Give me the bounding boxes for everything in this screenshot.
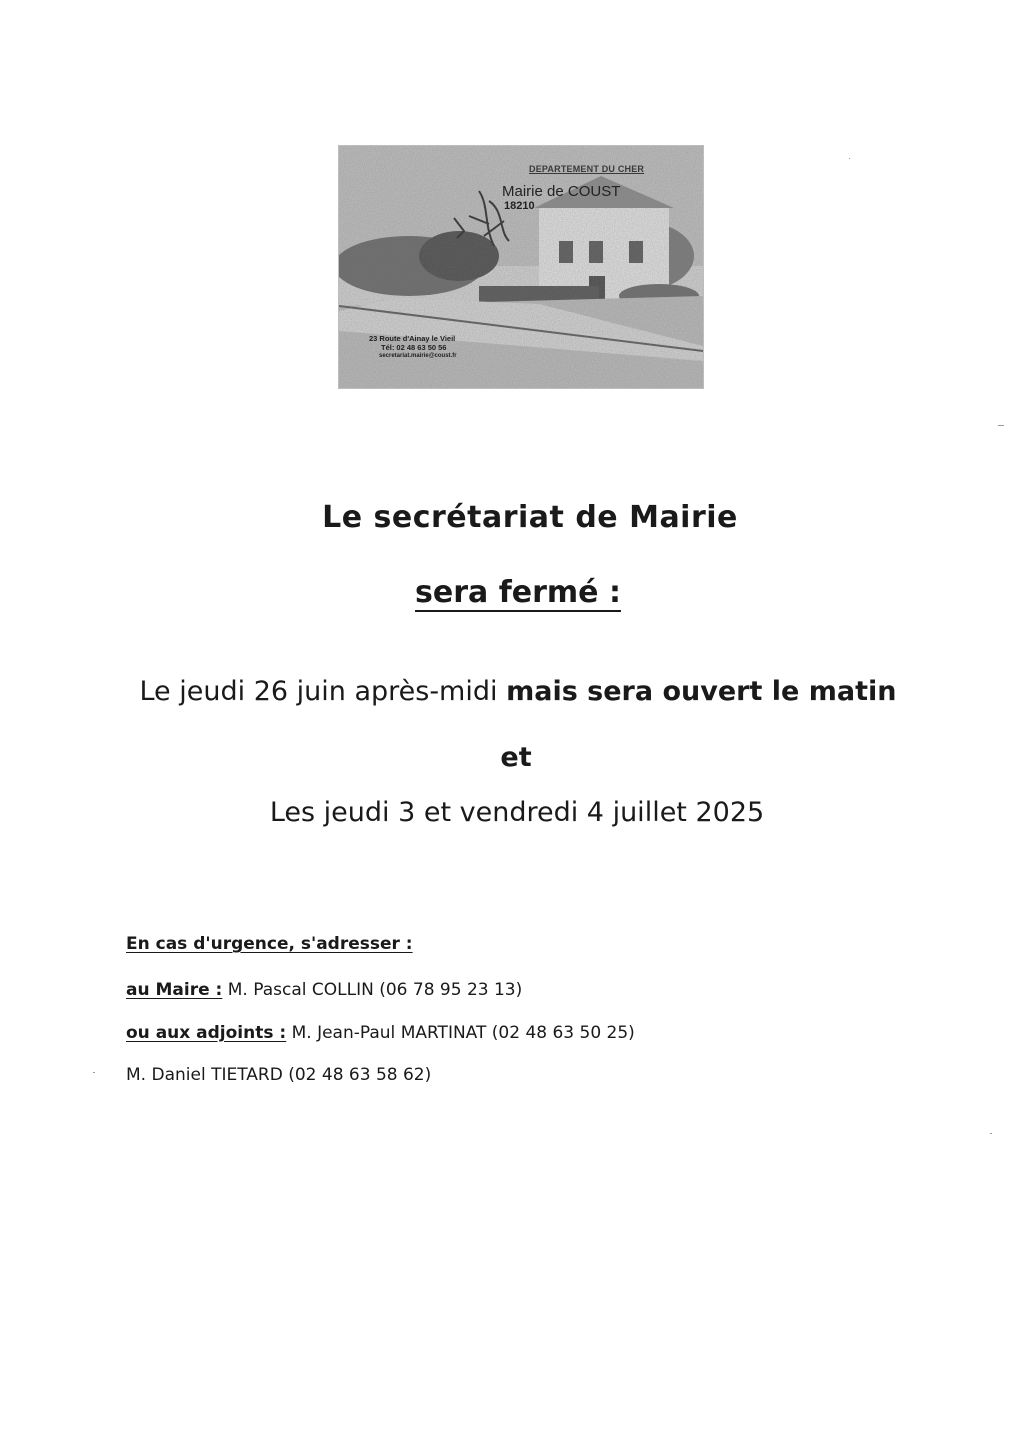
deputy-2-value: M. Daniel TIETARD (02 48 63 58 62): [126, 1065, 432, 1085]
town-hall-name: Mairie de COUST: [502, 183, 621, 200]
department-label: DEPARTEMENT DU CHER: [529, 164, 645, 174]
deputy-contact-1: [126, 1023, 635, 1043]
notice-subtitle: [0, 575, 1024, 610]
deputies-label: ou aux adjoints :: [126, 1023, 287, 1043]
mayor-label: au Maire :: [126, 980, 223, 1000]
scan-speck: [990, 1133, 992, 1134]
address-line: 23 Route d'Ainay le Vieil: [369, 334, 456, 343]
closure-line-1-bold: mais sera ouvert le matin: [506, 676, 897, 707]
postcode: 18210: [504, 200, 535, 212]
closure-line-1-regular: Le jeudi 26 juin après-midi: [139, 676, 507, 707]
deputy-1-value: M. Jean-Paul MARTINAT (02 48 63 50 25): [286, 1023, 635, 1043]
mayor-contact: [126, 980, 522, 1000]
closure-line-2: Les jeudi 3 et vendredi 4 juillet 2025: [269, 797, 765, 828]
phone-line: Tél: 02 48 63 50 56: [381, 343, 447, 352]
closure-line-1: [0, 676, 1024, 707]
contacts-heading-text: En cas d'urgence, s'adresser :: [126, 934, 413, 954]
town-hall-card: [338, 145, 704, 389]
contacts-heading: [126, 934, 413, 954]
notice-title: Le secrétariat de Mairie: [322, 500, 738, 535]
mayor-value: M. Pascal COLLIN (06 78 95 23 13): [222, 980, 523, 1000]
email-line: secretariat.mairie@coust.fr: [379, 353, 457, 359]
address-block: [369, 334, 457, 361]
notice-subtitle-text: sera fermé :: [415, 575, 621, 610]
deputy-contact-2: [126, 1065, 431, 1085]
scan-speck: [998, 425, 1004, 426]
scan-speck: [93, 1072, 95, 1073]
scan-speck: [849, 158, 850, 159]
closure-connector: et: [500, 742, 532, 773]
